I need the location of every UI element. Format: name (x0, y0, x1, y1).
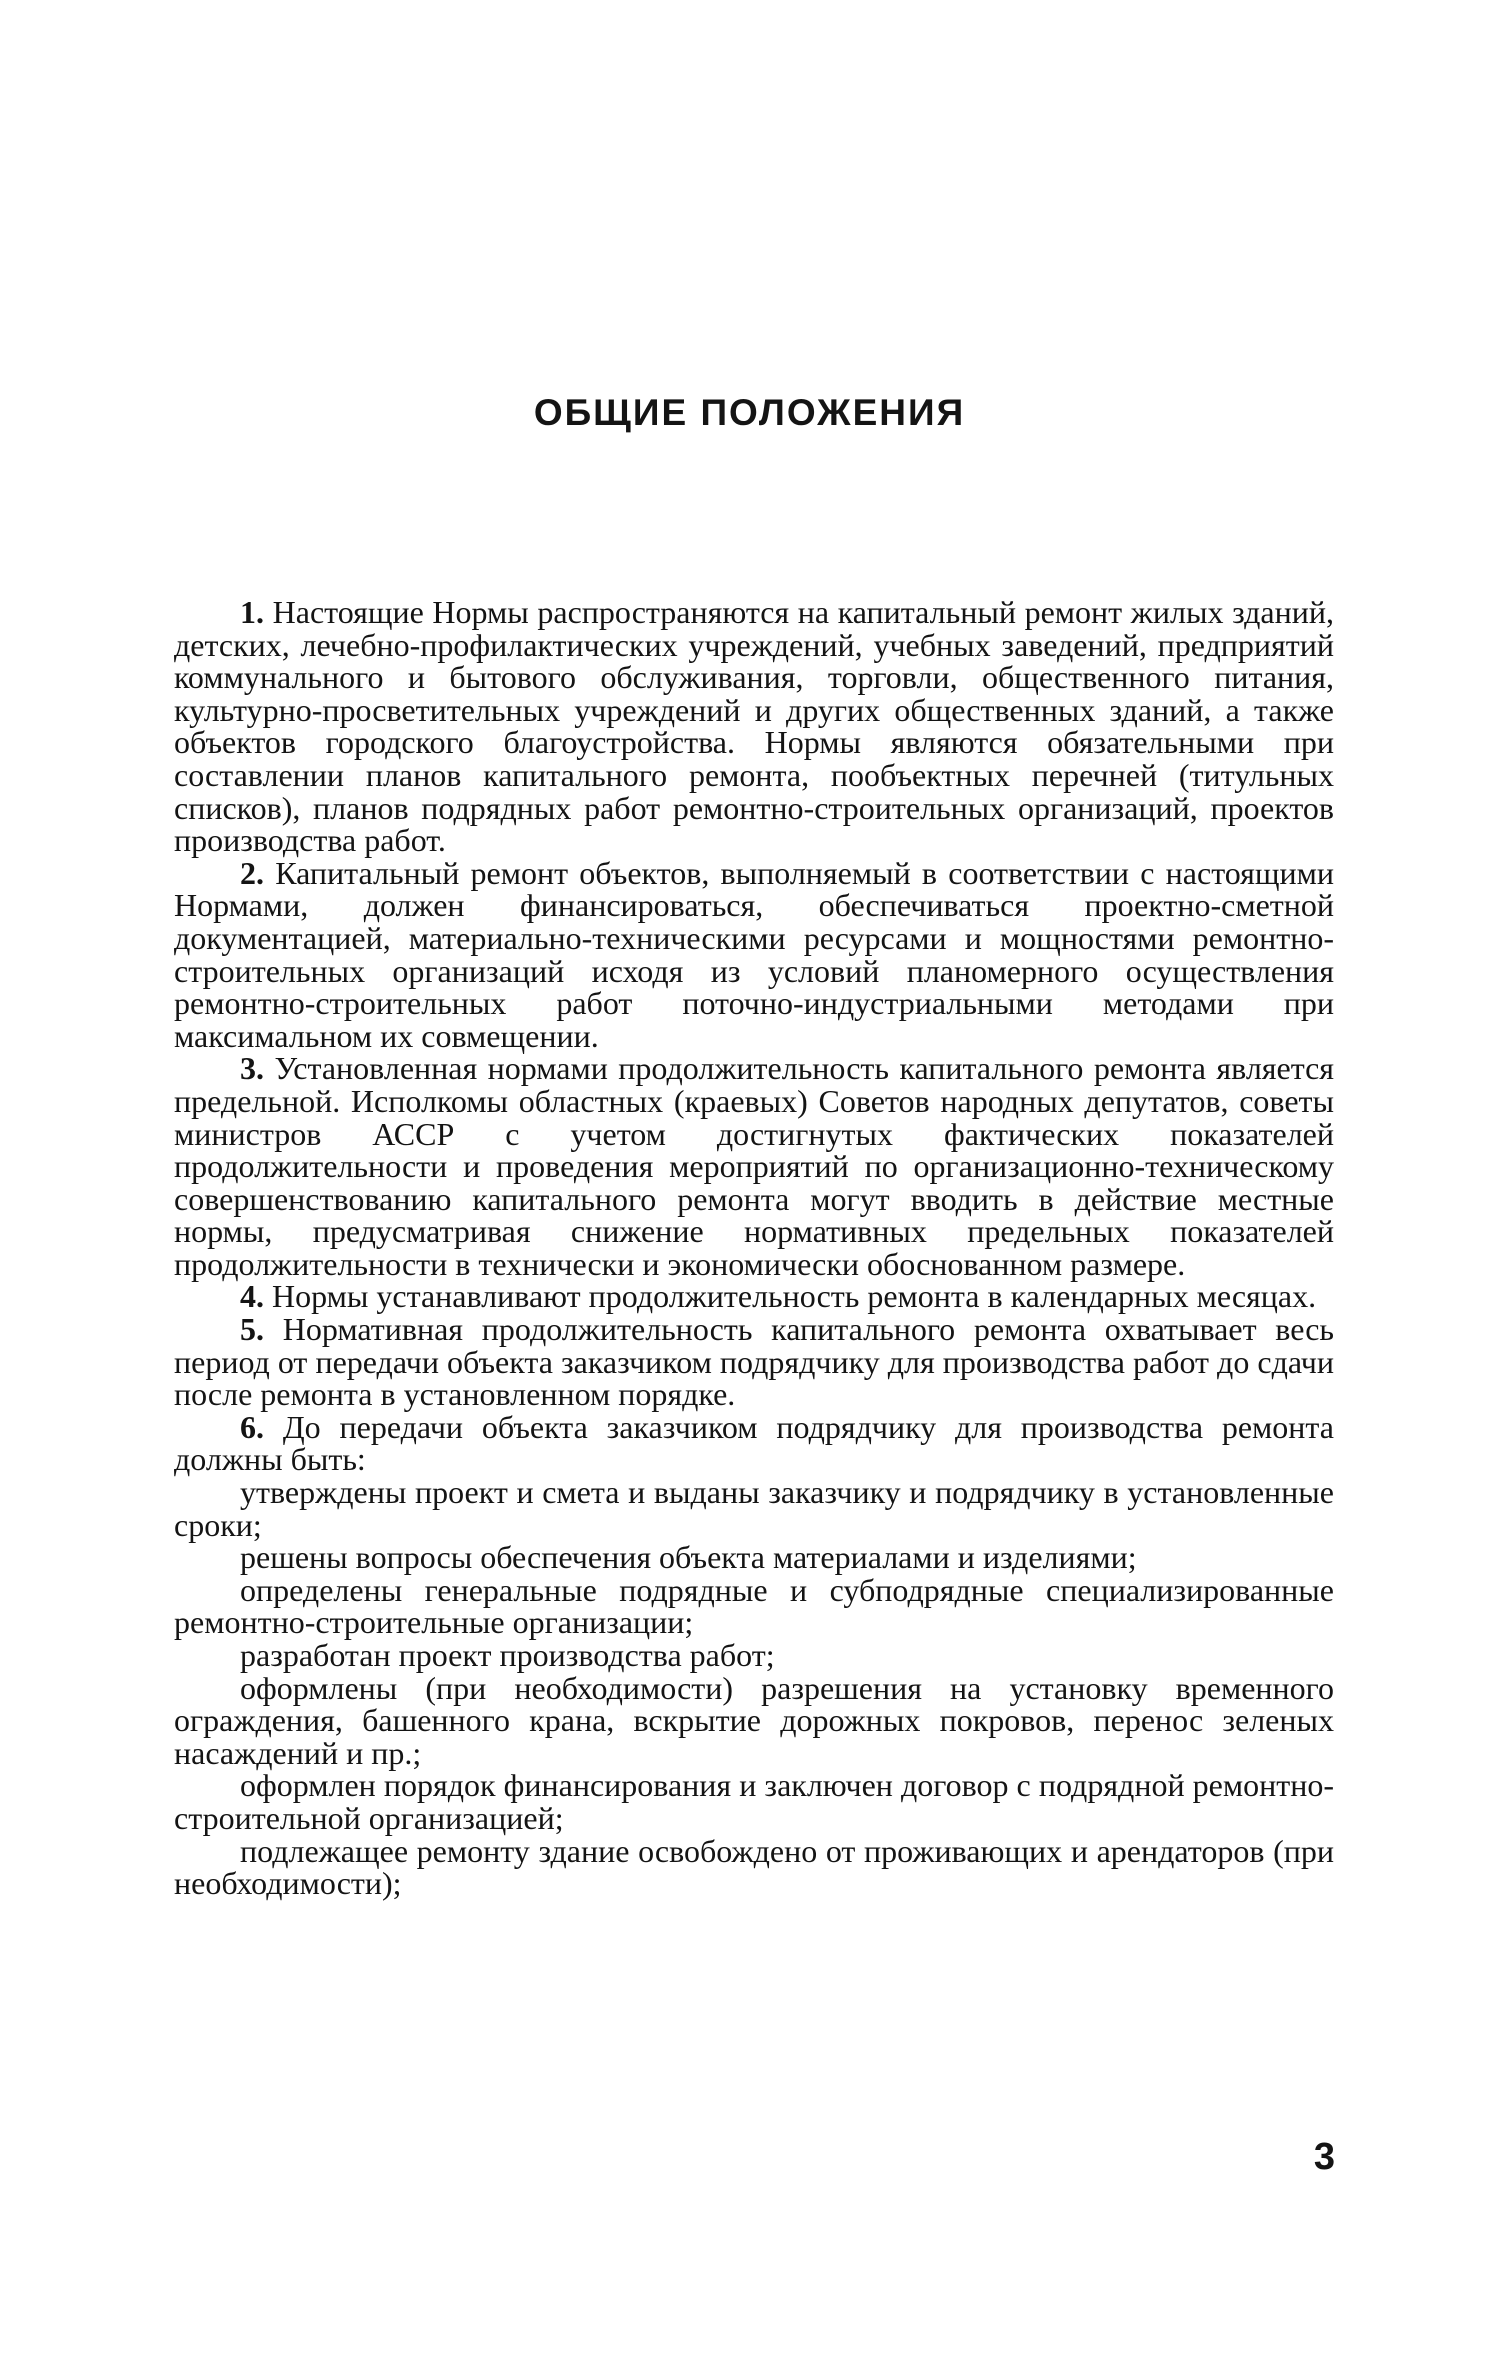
paragraph-text: Капитальный ремонт объектов, выполняемый в соответствии с настоящими Нормами, должен финансироваться, обеспечиваться проектно-сметной документацией, материально-техническими ресурсами и мощностями ремонтно-строительных организаций исходя из условий планомерного осуществления ремонтно-строительных работ поточно-индустриальными методами при максимальном их совмещении. (174, 854, 1335, 1054)
paragraph-1 (174, 596, 1334, 857)
page-title: ОБЩИЕ ПОЛОЖЕНИЯ (533, 392, 966, 433)
list-item: определены генеральные подрядные и субподрядные специализированные ремонтно-строительные организации; (174, 1571, 1334, 1641)
paragraph-number: 3. (240, 1050, 264, 1087)
paragraph-5 (174, 1313, 1334, 1411)
list-item: утверждены проект и смета и выданы заказчику и подрядчику в установленные сроки; (174, 1474, 1334, 1543)
list-item: оформлен порядок финансирования и заключен договор с подрядной ремонтно-строительной организацией; (174, 1767, 1334, 1836)
paragraph-number: 2. (240, 854, 264, 891)
paragraph-4 (174, 1280, 1334, 1313)
paragraph-text: Нормативная продолжительность капитального ремонта охватывает весь период от передачи объекта заказчиком подрядчику для производства работ до сдачи после ремонта в установленном порядке. (174, 1311, 1334, 1413)
page-number: 3 (1313, 2136, 1335, 2178)
paragraph-text: Установленная нормами продолжительность капитального ремонта является предельной. Исполкомы областных (краевых) Советов народных депутатов, советы министров АССР с учетом достигнутых фактических показателей продолжительности и проведения мероприятий по организационно-техническому совершенствованию капитального ремонта могут вводить в действие местные нормы, предусматривая снижение нормативных предельных показателей продолжительности в технически и экономически обоснованном размере. (174, 1050, 1335, 1282)
paragraph-number: 1. (240, 594, 264, 630)
list-item: решены вопросы обеспечения объекта материалами и изделиями; (240, 1539, 1137, 1576)
body-text (174, 596, 1334, 1900)
paragraph-number: 6. (240, 1408, 264, 1445)
paragraph-3 (174, 1052, 1334, 1280)
paragraph-2 (174, 854, 1335, 1054)
paragraph-number: 5. (240, 1311, 264, 1348)
paragraph-number: 4. (240, 1278, 264, 1315)
paragraph-text: Настоящие Нормы распространяются на капитальный ремонт жилых зданий, детских, лечебно-профилактических учреждений, учебных заведений, предприятий коммунального и бытового обслуживания, торговли, общественного питания, культурно-просветительных учреждений и других общественных зданий, а также объектов городского благоустройства. Нормы являются обязательными при составлении планов капитального ремонта, пообъектных перечней (титульных списков), планов подрядных работ ремонтно-строительных организаций, проектов производства работ. (174, 594, 1335, 859)
list-item: оформлены (при необходимости) разрешения на установку временного ограждения, башенного крана, вскрытие дорожных покровов, перенос зеленых насаждений и пр.; (174, 1669, 1334, 1771)
paragraph-text: До передачи объекта заказчиком подрядчику для производства ремонта должны быть: (174, 1408, 1335, 1478)
list-item: разработан проект производства работ; (240, 1637, 775, 1673)
paragraph-6 (174, 1408, 1335, 1478)
list-item: подлежащее ремонту здание освобождено от проживающих и арендаторов (при необходимости); (174, 1832, 1334, 1902)
paragraph-text: Нормы устанавливают продолжительность ремонта в календарных месяцах. (272, 1278, 1317, 1315)
